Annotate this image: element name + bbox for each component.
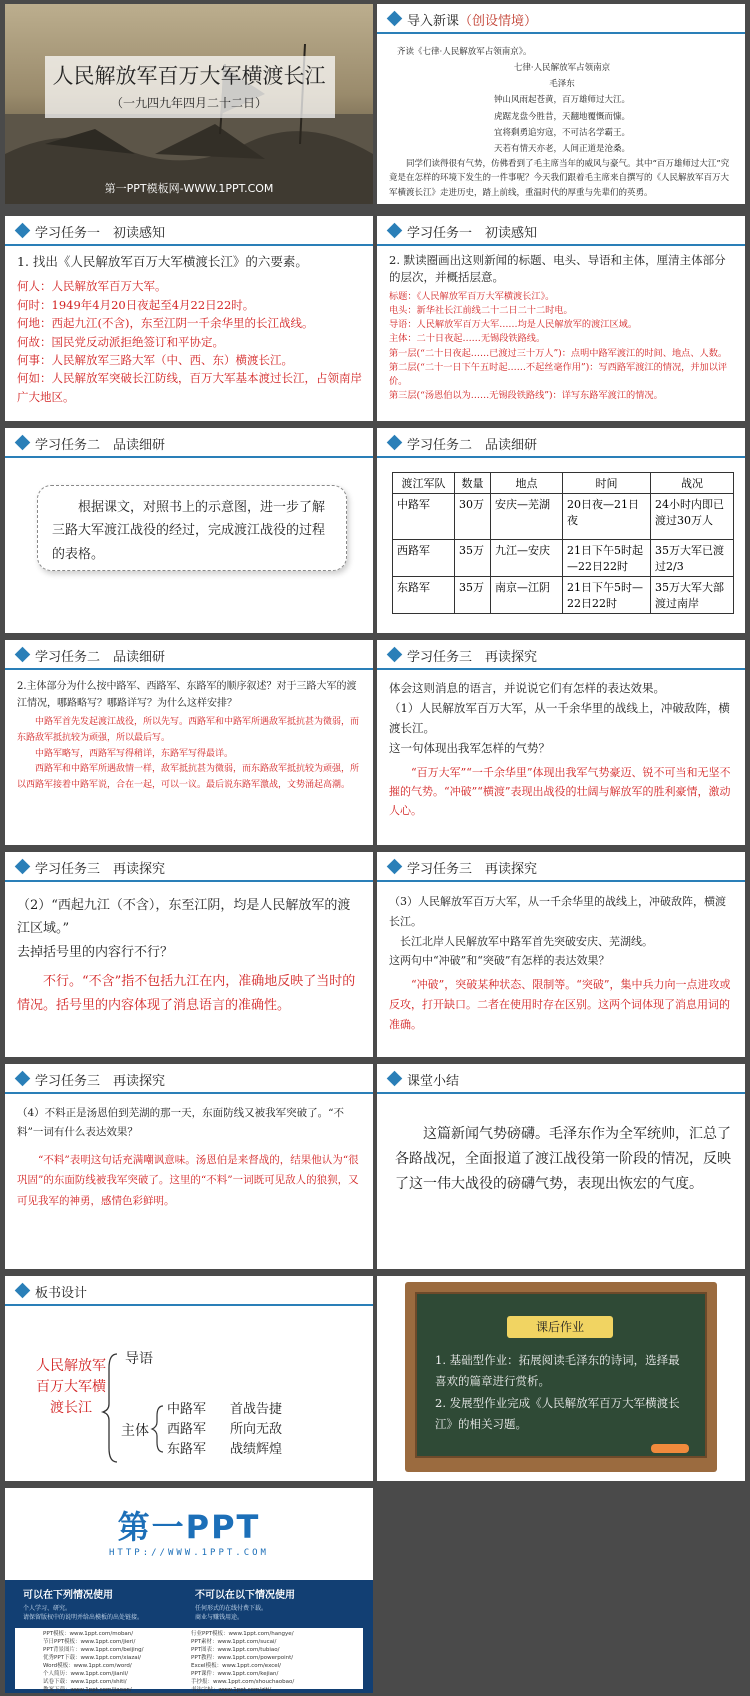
link-item[interactable]: 试卷下载：www.1ppt.com/shiti/ (43, 1678, 127, 1685)
board-army: 西路军 (167, 1422, 207, 1438)
question: 2. 默读圈画出这则新闻的标题、电头、导语和主体，厘清主体部分的层次，并概括层意。 (389, 253, 726, 285)
board-army: 东路军 (167, 1442, 207, 1458)
diamond-icon (387, 11, 403, 27)
table-row (393, 494, 734, 540)
brand-logo (5, 1502, 373, 1558)
header-text: 学习任务二 品读细研 (407, 438, 538, 453)
link-item[interactable]: PPT图表：www.1ppt.com/tubiao/ (191, 1646, 280, 1653)
answer-line: 何人：人民解放军百万大军。 (17, 279, 167, 294)
table-header: 地点 (491, 473, 563, 494)
homework-item: 1. 基础型作业：拓展阅读毛泽东的诗词，选择最喜欢的篇章进行赏析。 (435, 1353, 680, 1389)
slide-intro (377, 4, 745, 204)
link-item[interactable]: Word模板：www.1ppt.com/word/ (43, 1662, 132, 1669)
license-panel (5, 1580, 373, 1693)
question: （3）人民解放军百万大军，从一千余华里的战线上，冲破敌阵，横渡长江。 (389, 895, 726, 928)
question: 2.主体部分为什么按中路军、西路军、东路军的顺序叙述？对于三路大军的渡江情况，哪路略写？哪路详写？为什么这样安排？ (17, 681, 357, 709)
table-cell: 南京—江阴 (491, 577, 563, 614)
answer-line: 何事：人民解放军三路大军（中、西、东）横渡长江。 (17, 352, 293, 367)
link-item[interactable]: PPT素材：www.1ppt.com/sucai/ (191, 1638, 277, 1645)
table-cell: 东路军 (393, 577, 455, 614)
slide-header (5, 640, 373, 670)
answer-line: 何时：1949年4月20日夜起至4月22日22时。 (17, 297, 255, 312)
header-text: 学习任务三 再读探究 (407, 862, 538, 877)
slide-header (377, 640, 745, 670)
diamond-icon (387, 647, 403, 663)
slide-title-heading: 人民解放军百万大军横渡长江 (52, 64, 326, 88)
diamond-icon (15, 435, 31, 451)
slide-task3-q2 (5, 852, 373, 1057)
answer-line: 标题：《人民解放军百万大军横渡长江》。 (389, 290, 555, 302)
slide-header (5, 428, 373, 458)
can-item: 个人学习、研究。 (23, 1605, 72, 1612)
header-text: 导入新课 (407, 14, 460, 29)
diamond-icon (15, 859, 31, 875)
cannot-heading: 不可以在以下情况使用 (195, 1590, 295, 1601)
homework-item: 2. 发展型作业完成《人民解放军百万大军横渡长江》的相关习题。 (435, 1395, 680, 1431)
table-cell: 35万大军已渡过2/3 (651, 540, 734, 577)
table-cell: 21日下午5时—22日22时 (563, 577, 651, 614)
header-subtext: （创设情境） (459, 14, 538, 29)
diamond-icon (15, 223, 31, 239)
question-sub: 去掉括号里的内容行不行？ (17, 944, 174, 960)
answer-line: 中路军首先发起渡江战役，所以先写。西路军和中路军所遇敌军抵抗甚为微弱，而东路敌军抵抗较为顽强，所以最后写。 (17, 717, 360, 743)
homework-badge: 课后作业 (507, 1316, 613, 1338)
slide-header (377, 216, 745, 246)
table-header-row (393, 473, 734, 494)
answer: “不料”表明这句话充满嘲讽意味。汤恩伯是来督战的，结果他认为“很巩固”的东面防线被我军突破了。这里的“不料”一词既可见敌人的狼狈，又可见我军的神勇，感情色彩鲜明。 (17, 1153, 359, 1207)
answer-line: 第三层(“汤恩伯以为……无锡段铁路线”)：详写东路军渡江的情况。 (389, 390, 663, 402)
slide-header (5, 1064, 373, 1094)
link-item[interactable]: 节日PPT模板：www.1ppt.com/jieri/ (43, 1638, 136, 1645)
link-item[interactable]: 个人简历：www.1ppt.com/jianli/ (43, 1670, 129, 1677)
diamond-icon (387, 1071, 403, 1087)
board-result: 首战告捷 (230, 1402, 283, 1417)
answer-line: 何故：国民党反动派拒绝签订和平协定。 (17, 334, 224, 349)
answer-line: 何如：人民解放军突破长江防线，百万大军基本渡过长江，占领南岸广大地区。 (17, 371, 362, 404)
poem-title: 七律·人民解放军占领南京 (513, 63, 611, 74)
slide-task2-order (5, 640, 373, 845)
table-row (393, 577, 734, 614)
table-cell: 35万大军大部渡过南岸 (651, 577, 734, 614)
question: （4）不料正是汤恩伯到芜湖的那一天，东面防线又被我军突破了。“不料”一词有什么表达效果？ (17, 1107, 345, 1138)
question-sub: 这两句中“冲破”和“突破”有怎样的表达效果？ (389, 954, 610, 968)
link-item[interactable]: 书法字帖：www.1ppt.com/ziti/ (191, 1686, 272, 1693)
header-text: 学习任务一 初读感知 (35, 226, 166, 241)
table-cell: 西路军 (393, 540, 455, 577)
slide-header (377, 428, 745, 458)
slide-task1-elements (5, 216, 373, 421)
board-branch-body: 主体 (121, 1423, 149, 1439)
header-text: 学习任务一 初读感知 (407, 226, 538, 241)
can-item: 请保留版权中的说明并给出模板的出处链接。 (23, 1614, 144, 1621)
header-text: 板书设计 (35, 1286, 88, 1301)
slide-header (5, 852, 373, 882)
poem-line: 钟山风雨起苍黄，百万雄师过大江。 (493, 95, 630, 106)
header-text: 学习任务二 品读细研 (35, 438, 166, 453)
cannot-item: 任何形式的在线付费下载。 (195, 1605, 268, 1612)
answer-line: 第一层(“二十日夜起……已渡过三十万人”)：点明中路军渡江的时间、地点、人数。 (389, 347, 728, 359)
chalk-icon (651, 1444, 689, 1453)
intro-paragraph: 同学们读得很有气势，仿佛看到了毛主席当年的威风与豪气。其中“百万雄师过大江”究竟是在怎样的环境下发生的一件事呢？今天我们跟着毛主席来自撰写的《人民解放军百万大军横渡长江》走进历史，踏上前线，重温时代的厚重与先辈们的英勇。 (389, 158, 730, 198)
answer-line: 何地：西起九江(不含)，东至江阴一千余华里的长江战线。 (17, 316, 314, 331)
table-header: 数量 (455, 473, 491, 494)
slide-title-date: （一九四九年四月二十二日） (110, 96, 267, 110)
table-cell: 20日夜—21日夜 (563, 494, 651, 540)
question: 1. 找出《人民解放军百万大军横渡长江》的六要素。 (17, 254, 308, 269)
slide-header (377, 4, 745, 34)
answer-line: 主体：二十日夜起……无锡段铁路线。 (389, 333, 546, 345)
answer-line: 导语：人民解放军百万大军……均是人民解放军的渡江区域。 (389, 319, 638, 330)
board-branch-intro: 导语 (125, 1351, 153, 1367)
board-result: 战绩辉煌 (230, 1442, 283, 1458)
answer-line: 西路军和中路军所遇敌情一样，敌军抵抗甚为微弱，而东路敌军抵抗较为顽强，所以西路军接着中路军说，合在一起，可以一议。最后说东路军激战，文势涌起高潮。 (17, 764, 360, 790)
board-title: 人民解放军百万大军横渡长江 (36, 1358, 106, 1416)
answer-line: 第二层(“二十一日下午五时起……不起丝毫作用”)：写西路军渡江的情况，并加以评价。 (389, 361, 728, 387)
diamond-icon (387, 435, 403, 451)
table-cell: 35万 (455, 577, 491, 614)
diamond-icon (387, 859, 403, 875)
question: （2）“西起九江（不含），东至江阴，均是人民解放军的渡江区域。” (17, 898, 351, 937)
question-sub: 这一句体现出我军怎样的气势？ (389, 741, 550, 756)
logo-url: HTTP://WWW.1PPT.COM (109, 1548, 269, 1558)
intro-line: 齐读《七律·人民解放军占领南京》。 (397, 47, 532, 57)
answer: “冲破”，突破某种状态、限制等。“突破”，集中兵力向一点进攻或反攻，打开缺口。二者在使用时存在区别。这两个词体现了消息用词的准确。 (389, 978, 731, 1031)
cannot-item: 商业与赚钱用途。 (195, 1614, 244, 1621)
header-text: 学习任务三 再读探究 (407, 650, 538, 665)
battle-table (392, 472, 734, 614)
slide-task3-q4 (5, 1064, 373, 1269)
poem-line: 宜将剩勇追穷寇，不可沽名学霸王。 (493, 127, 630, 138)
slide-summary (377, 1064, 745, 1269)
question-sentence: （1）人民解放军百万大军，从一千余华里的战线上，冲破敌阵，横渡长江。 (389, 701, 730, 736)
table-row (393, 540, 734, 577)
answer: “百万大军”“一千余华里”体现出我军气势豪迈、锐不可当和无坚不摧的气势。“冲破”“横渡”表现出战役的壮阔与解放军的胜利豪情，激动人心。 (389, 765, 731, 817)
summary-text: 这篇新闻气势磅礴。毛泽东作为全军统帅，汇总了各路战况，全面报道了渡江战役第一阶段的情况，反映了这一伟大战役的磅礴气势，表现出恢宏的气度。 (395, 1126, 731, 1193)
board-army: 中路军 (167, 1402, 207, 1417)
slide-task3-q3 (377, 852, 745, 1057)
slide-header (377, 1064, 745, 1094)
table-cell: 安庆—芜湖 (491, 494, 563, 540)
answer-line: 电头：新华社长江前线二十二日二十二时电。 (389, 304, 573, 316)
table-cell: 24小时内即已渡过30万人 (651, 494, 734, 540)
table-header: 渡江军队 (393, 473, 455, 494)
table-header: 时间 (563, 473, 651, 494)
link-item[interactable]: 手抄报：www.1ppt.com/shouchaobao/ (191, 1678, 295, 1685)
link-item[interactable]: PPT背景图片：www.1ppt.com/beijing/ (43, 1646, 144, 1653)
can-heading: 可以在下列情况使用 (23, 1590, 113, 1601)
question-sentence: 长江北岸人民解放军中路军首先突破安庆、芜湖线。 (400, 934, 653, 948)
answer: 不行。“不含”指不包括九江在内，准确地反映了当时的情况。括号里的内容体现了消息语言的准确性。 (17, 974, 356, 1013)
slide-task2-table (377, 428, 745, 633)
watermark: 第一PPT模板网-WWW.1PPT.COM (104, 182, 274, 195)
header-text: 学习任务三 再读探究 (35, 862, 166, 877)
header-text: 学习任务二 品读细研 (35, 650, 166, 665)
slide-header (5, 216, 373, 246)
question: 体会这则消息的语言，并说说它们有怎样的表达效果。 (389, 681, 665, 695)
diamond-icon (387, 223, 403, 239)
header-text: 课堂小结 (407, 1074, 460, 1089)
link-item[interactable]: PPT课件：www.1ppt.com/kejian/ (191, 1670, 279, 1677)
table-header: 战况 (651, 473, 734, 494)
link-item[interactable]: 教案下载：www.1ppt.com/jiaoan/ (43, 1686, 132, 1693)
link-item[interactable]: Excel模板：www.1ppt.com/excel/ (191, 1662, 282, 1669)
table-cell: 21日下午5时起—22日22时 (563, 540, 651, 577)
table-cell: 35万 (455, 540, 491, 577)
link-item[interactable]: 行业PPT模板：www.1ppt.com/hangye/ (191, 1631, 294, 1637)
link-item[interactable]: PPT教程：www.1ppt.com/powerpoint/ (191, 1654, 294, 1661)
diamond-icon (15, 647, 31, 663)
chalkboard (405, 1282, 717, 1472)
poem-author: 毛泽东 (549, 79, 575, 90)
slide-header (377, 852, 745, 882)
poem-line: 虎踞龙盘今胜昔，天翻地覆慨而慷。 (493, 111, 630, 122)
board-result: 所向无敌 (230, 1422, 283, 1438)
link-item[interactable]: 优秀PPT下载：www.1ppt.com/xiazai/ (43, 1654, 142, 1661)
header-text: 学习任务三 再读探究 (35, 1074, 166, 1089)
table-cell: 中路军 (393, 494, 455, 540)
answer-line: 中路军略写，西路军写得稍详，东路军写得最详。 (35, 748, 234, 759)
diamond-icon (15, 1071, 31, 1087)
logo-text: 第一PPT (117, 1508, 261, 1546)
slide-task1-structure (377, 216, 745, 421)
slide-board-design (5, 1276, 373, 1481)
slide-copyright (5, 1488, 373, 1693)
slide-title (5, 4, 373, 204)
slide-homework (377, 1276, 745, 1481)
link-item[interactable]: PPT模板：www.1ppt.com/moban/ (43, 1631, 134, 1637)
table-cell: 九江—安庆 (491, 540, 563, 577)
table-cell: 30万 (455, 494, 491, 540)
poem-line: 天若有情天亦老，人间正道是沧桑。 (493, 143, 630, 154)
instruction-box: 根据课文，对照书上的示意图，进一步了解三路大军渡江战役的经过，完成渡江战役的过程的表格。 (37, 485, 347, 571)
slide-task2-instruction (5, 428, 373, 633)
slide-task3-q1 (377, 640, 745, 845)
